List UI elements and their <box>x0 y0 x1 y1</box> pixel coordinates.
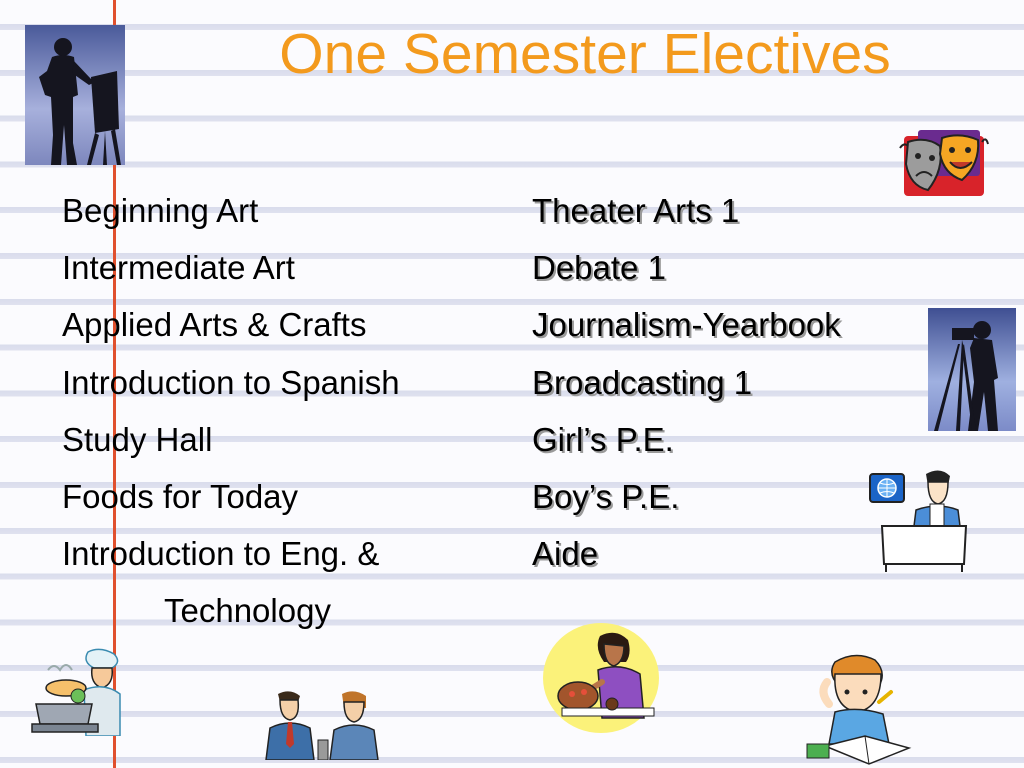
boy-studying-icon <box>805 652 923 766</box>
slide-title: One Semester Electives <box>279 22 891 86</box>
list-item: Introduction to Spanish <box>62 363 400 401</box>
photographer-silhouette-icon <box>928 308 1016 431</box>
list-item: Study Hall <box>62 420 213 458</box>
list-item: Applied Arts & Crafts <box>62 306 367 344</box>
chef-cooking-icon <box>30 648 122 736</box>
list-item-continuation: Technology <box>164 592 331 630</box>
list-item: Journalism-Yearbook <box>532 306 841 344</box>
theater-masks-icon <box>898 128 990 200</box>
debaters-icon <box>262 688 380 760</box>
list-item: Theater Arts 1 <box>532 192 740 229</box>
list-item: Girl’s P.E. <box>532 420 674 458</box>
list-item: Foods for Today <box>62 477 299 515</box>
right-electives-list <box>532 182 841 582</box>
list-item: Introduction to Eng. & <box>62 535 380 573</box>
list-item: Beginning Art <box>62 192 259 229</box>
list-item: Aide <box>532 535 599 573</box>
list-item: Boy’s P.E. <box>532 477 680 515</box>
student-computer-desk-icon <box>868 468 970 573</box>
list-item: Broadcasting 1 <box>532 363 753 401</box>
painter-silhouette-icon <box>25 25 125 165</box>
left-electives-list <box>62 182 400 640</box>
pottery-woman-icon <box>542 622 660 734</box>
list-item: Debate 1 <box>532 249 666 287</box>
list-item: Intermediate Art <box>62 249 295 287</box>
